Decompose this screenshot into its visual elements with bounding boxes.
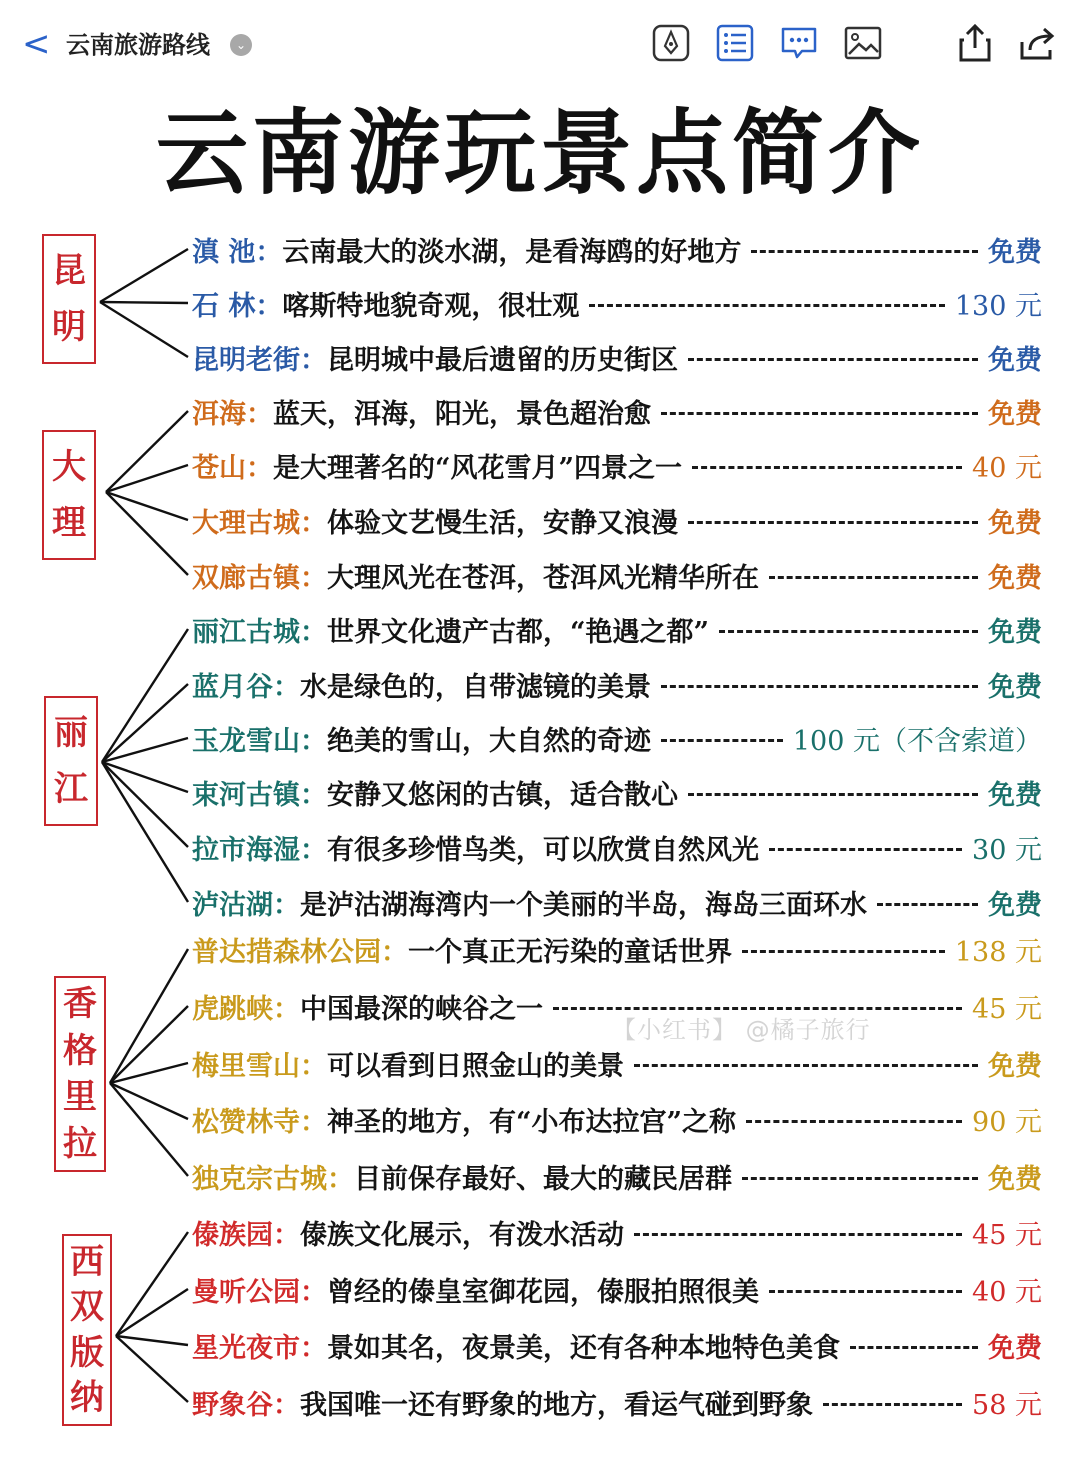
spot-price: 免费 (988, 671, 1042, 703)
region-char: 明 (52, 306, 86, 347)
dashed-leader (823, 1403, 962, 1406)
connector-line (106, 465, 188, 492)
list-icon[interactable] (714, 22, 756, 64)
spot-description: 安静又悠闲的古镇，适合散心 (327, 779, 678, 811)
dashed-leader (688, 358, 978, 361)
spot-name: 蓝月谷： (192, 671, 300, 703)
spot-name: 束河古镇： (192, 779, 327, 811)
spot-row (192, 1039, 1042, 1087)
back-icon[interactable]: < (22, 24, 51, 64)
dashed-leader (877, 903, 978, 906)
spot-name: 昆明老街： (192, 344, 327, 376)
dashed-leader (746, 1120, 962, 1123)
spot-name: 野象谷： (192, 1389, 300, 1421)
region-kunming (42, 234, 96, 364)
spot-price: 45 元 (972, 1219, 1042, 1251)
spot-price: 免费 (988, 779, 1042, 811)
dashed-leader (850, 1346, 978, 1349)
dashed-leader (661, 739, 783, 742)
dashed-leader (634, 1064, 978, 1067)
spot-description: 大理风光在苍洱，苍洱风光精华所在 (327, 562, 759, 594)
spot-price: 100 元（不含索道） (792, 725, 1042, 757)
connector-line (110, 1063, 188, 1083)
spot-row (192, 878, 1042, 926)
dashed-leader (589, 304, 944, 307)
forward-icon[interactable] (1016, 22, 1058, 64)
spot-name: 洱海： (192, 398, 273, 430)
spot-price: 90 元 (972, 1106, 1042, 1138)
dashed-leader (719, 630, 978, 633)
region-char: 江 (54, 768, 88, 809)
spot-name: 丽江古城： (192, 616, 327, 648)
share-icon[interactable] (954, 22, 996, 64)
watermark: 【小红书】 @橘子旅行 (612, 1016, 871, 1044)
region-char: 版 (70, 1332, 104, 1373)
spot-price: 免费 (988, 507, 1042, 539)
spot-price: 138 元 (954, 936, 1042, 968)
connector-line (116, 1336, 188, 1402)
spot-name: 普达措森林公园： (192, 936, 408, 968)
comment-icon[interactable] (778, 22, 820, 64)
dashed-leader (661, 412, 978, 415)
spot-price: 40 元 (972, 1276, 1042, 1308)
spot-row (192, 768, 1042, 816)
spot-description: 体验文艺慢生活，安静又浪漫 (327, 507, 678, 539)
spot-name: 曼听公园： (192, 1276, 327, 1308)
connector-line (100, 249, 188, 302)
spot-description: 我国唯一还有野象的地方，看运气碰到野象 (300, 1389, 813, 1421)
connector-line (110, 1006, 188, 1083)
spot-name: 苍山： (192, 452, 273, 484)
region-char: 双 (70, 1287, 104, 1328)
dashed-leader (742, 1177, 978, 1180)
dashed-leader (661, 685, 978, 688)
connector-line (116, 1336, 188, 1345)
connector-line (102, 629, 188, 762)
spot-description: 中国最深的峡谷之一 (300, 993, 543, 1025)
spot-name: 梅里雪山： (192, 1050, 327, 1082)
spot-row (192, 333, 1042, 381)
spot-price: 30 元 (972, 834, 1042, 866)
spot-row (192, 1321, 1042, 1369)
spot-price: 免费 (988, 1163, 1042, 1195)
region-char: 理 (52, 502, 86, 543)
spot-row (192, 1208, 1042, 1256)
spot-description: 可以看到日照金山的美景 (327, 1050, 624, 1082)
connector-line (100, 302, 188, 303)
spot-description: 昆明城中最后遗留的历史街区 (327, 344, 678, 376)
nav-title[interactable]: 云南旅游路线 (66, 31, 210, 59)
chevron-down-icon[interactable]: ⌄ (230, 34, 252, 56)
region-char: 拉 (63, 1123, 97, 1164)
region-xishuangbanna (62, 1234, 112, 1426)
spot-name: 玉龙雪山： (192, 725, 327, 757)
spot-price: 40 元 (972, 452, 1042, 484)
spot-row (192, 387, 1042, 435)
connector-line (110, 949, 188, 1083)
spot-row (192, 823, 1042, 871)
dashed-leader (769, 1290, 962, 1293)
spot-price: 免费 (988, 236, 1042, 268)
spot-name: 独克宗古城： (192, 1163, 354, 1195)
connector-line (102, 684, 188, 762)
connector-line (106, 492, 188, 575)
spot-price: 免费 (988, 562, 1042, 594)
region-dali (42, 430, 96, 560)
spot-price: 免费 (988, 1332, 1042, 1364)
spot-row (192, 1095, 1042, 1143)
spot-description: 目前保存最好、最大的藏民居群 (354, 1163, 732, 1195)
dashed-leader (769, 576, 978, 579)
spot-description: 世界文化遗产古都，“艳遇之都” (327, 616, 710, 648)
dashed-leader (742, 950, 945, 953)
spot-name: 双廊古镇： (192, 562, 327, 594)
page-title: 云南游玩景点简介 (155, 99, 924, 207)
spot-row (192, 279, 1042, 327)
spot-name: 拉市海湿： (192, 834, 327, 866)
spot-row (192, 1378, 1042, 1426)
spot-row (192, 714, 1042, 762)
spot-price: 130 元 (954, 290, 1042, 322)
spot-description: 蓝天，洱海，阳光，景色超治愈 (273, 398, 651, 430)
spot-name: 傣族园： (192, 1219, 300, 1251)
image-icon[interactable] (842, 22, 884, 64)
spot-name: 大理古城： (192, 507, 327, 539)
spot-description: 曾经的傣皇室御花园，傣服拍照很美 (327, 1276, 759, 1308)
dashed-leader (688, 793, 978, 796)
spot-row (192, 605, 1042, 653)
connector-line (116, 1289, 188, 1336)
spot-price: 45 元 (972, 993, 1042, 1025)
spot-price: 免费 (988, 616, 1042, 648)
spot-price: 免费 (988, 889, 1042, 921)
spot-row (192, 1265, 1042, 1313)
spot-price: 免费 (988, 398, 1042, 430)
spot-name: 松赞林寺： (192, 1106, 327, 1138)
spot-name: 滇 池： (192, 236, 283, 268)
spot-row (192, 551, 1042, 599)
region-char: 香 (63, 984, 97, 1025)
region-char: 格 (63, 1030, 97, 1071)
region-char: 西 (70, 1241, 104, 1282)
connector-line (116, 1232, 188, 1336)
spot-price: 免费 (988, 344, 1042, 376)
spot-name: 石 林： (192, 290, 283, 322)
region-char: 纳 (70, 1378, 104, 1419)
spot-description: 是大理著名的“风花雪月”四景之一 (273, 452, 683, 484)
connector-line (106, 492, 188, 520)
connector-line (102, 762, 188, 792)
spot-description: 绝美的雪山，大自然的奇迹 (327, 725, 651, 757)
connector-line (110, 1083, 188, 1176)
region-char: 大 (52, 447, 86, 488)
spot-description: 是泸沽湖海湾内一个美丽的半岛，海岛三面环水 (300, 889, 867, 921)
region-char: 里 (63, 1077, 97, 1118)
dashed-leader (769, 848, 962, 851)
spot-name: 泸沽湖： (192, 889, 300, 921)
spot-description: 神圣的地方，有“小布达拉宫”之称 (327, 1106, 737, 1138)
region-shangrila (54, 976, 106, 1172)
spot-description: 喀斯特地貌奇观，很壮观 (282, 290, 580, 322)
connector-line (102, 762, 188, 902)
spot-description: 景如其名，夜景美，还有各种本地特色美食 (327, 1332, 840, 1364)
spot-row (192, 660, 1042, 708)
spot-row (192, 441, 1042, 489)
dashed-leader (751, 250, 978, 253)
connector-line (110, 1083, 188, 1119)
spot-row (192, 496, 1042, 544)
dashed-leader (688, 521, 978, 524)
spot-row (192, 1152, 1042, 1200)
connector-line (100, 302, 188, 357)
spot-row (192, 925, 1042, 973)
top-bar (0, 0, 1080, 92)
connector-line (106, 411, 188, 492)
spot-description: 云南最大的淡水湖，是看海鸥的好地方 (282, 236, 742, 268)
region-lijiang (44, 696, 98, 826)
spot-description: 傣族文化展示，有泼水活动 (300, 1219, 624, 1251)
pen-icon[interactable] (650, 22, 692, 64)
spot-description: 水是绿色的，自带滤镜的美景 (300, 671, 651, 703)
region-char: 昆 (52, 251, 86, 292)
region-char: 丽 (54, 713, 88, 754)
dashed-leader (692, 466, 962, 469)
spot-price: 免费 (988, 1050, 1042, 1082)
spot-name: 星光夜市： (192, 1332, 327, 1364)
spot-description: 有很多珍惜鸟类，可以欣赏自然风光 (327, 834, 759, 866)
spot-row (192, 225, 1042, 273)
spot-price: 58 元 (972, 1389, 1042, 1421)
spot-description: 一个真正无污染的童话世界 (408, 936, 732, 968)
connector-line (102, 738, 188, 762)
connector-line (102, 762, 188, 847)
dashed-leader (634, 1233, 962, 1236)
spot-name: 虎跳峡： (192, 993, 300, 1025)
